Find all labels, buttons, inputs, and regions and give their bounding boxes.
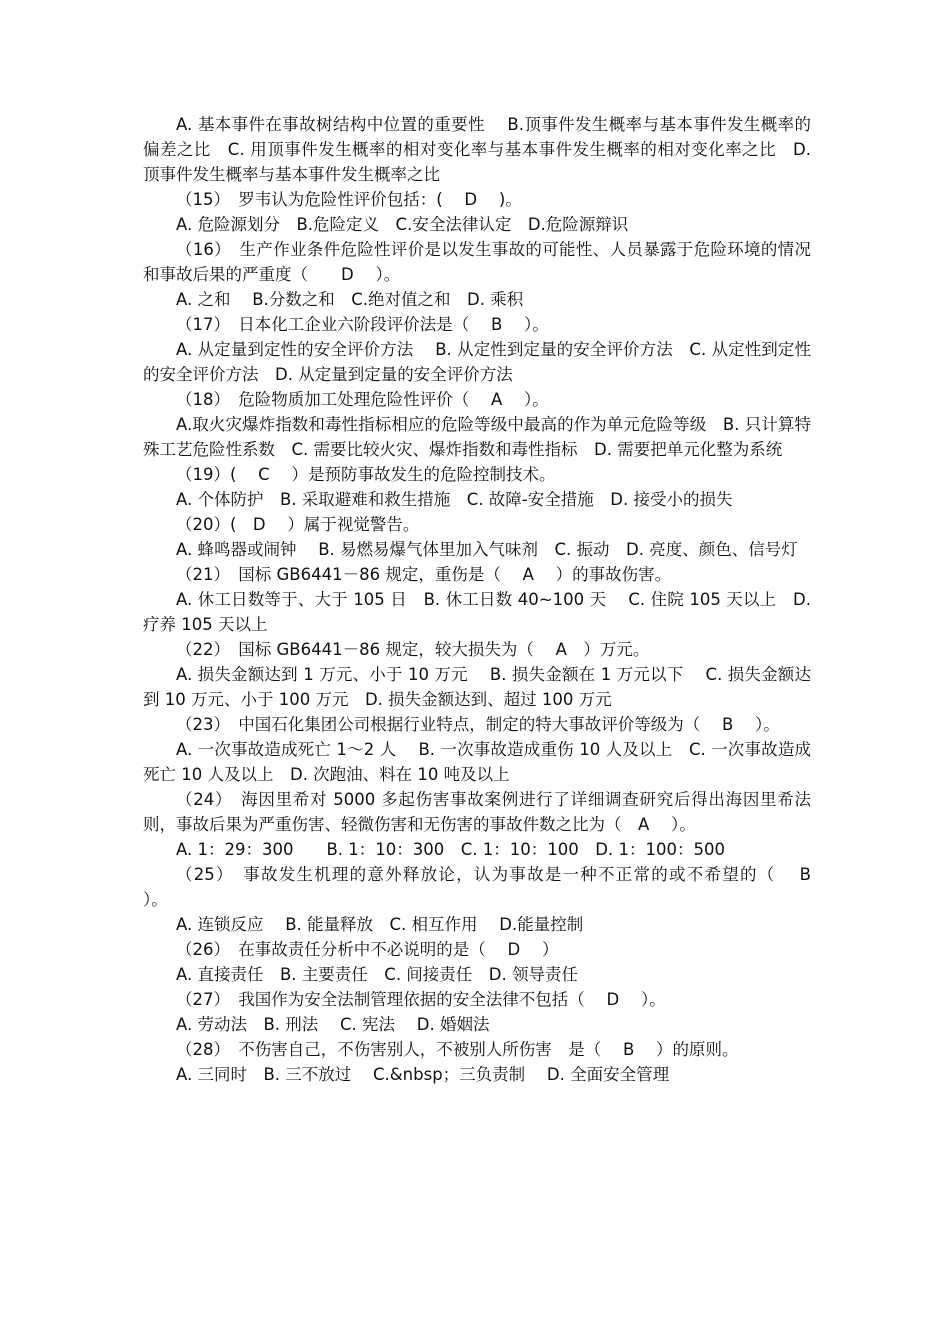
paragraph-question-16: （16） 生产作业条件危险性评价是以发生事故的可能性、人员暴露于危险环境的情况和事故后果的严重度（ D ）。 <box>143 240 811 284</box>
paragraph-options-14: A. 基本事件在事故树结构中位置的重要性 B.顶事件发生概率与基本事件发生概率的偏差之比 C. 用顶事件发生概率的相对变化率与基本事件发生概率的相对变化率之比 D. 顶事件发生概率与基本事件发生概率之比 <box>143 115 811 184</box>
paragraph-question-17: （17） 日本化工企业六阶段评价法是（ B ）。 <box>176 315 549 334</box>
paragraph-options-20: A. 蜂鸣器或闹钟 B. 易燃易爆气体里加入气味剂 C. 振动 D. 亮度、颜色、信号灯 <box>176 540 798 559</box>
paragraph-question-26: （26） 在事故责任分析中不必说明的是（ D ） <box>176 940 559 959</box>
paragraph-question-18: （18） 危险物质加工处理危险性评价（ A ）。 <box>176 390 549 409</box>
paragraph-options-22: A. 损失金额达到 1 万元、小于 10 万元 B. 损失金额在 1 万元以下 C. 损失金额达到 10 万元、小于 100 万元 D. 损失金额达到、超过 100 万元 <box>143 665 811 709</box>
paragraph-options-16: A. 之和 B.分数之和 C.绝对值之和 D. 乘积 <box>176 290 524 309</box>
paragraph-question-15: （15） 罗韦认为危险性评价包括：( D )。 <box>176 190 522 209</box>
paragraph-question-27: （27） 我国作为安全法制管理依据的安全法律不包括（ D ）。 <box>176 990 666 1009</box>
paragraph-options-23: A. 一次事故造成死亡 1～2 人 B. 一次事故造成重伤 10 人及以上 C. 一次事故造成死亡 10 人及以上 D. 次跑油、料在 10 吨及以上 <box>143 740 811 784</box>
paragraph-options-25: A. 连锁反应 B. 能量释放 C. 相互作用 D.能量控制 <box>176 915 584 934</box>
paragraph-options-17: A. 从定量到定性的安全评价方法 B. 从定性到定量的安全评价方法 C. 从定性到定性的安全评价方法 D. 从定量到定量的安全评价方法 <box>143 340 811 384</box>
paragraph-options-27: A. 劳动法 B. 刑法 C. 宪法 D. 婚姻法 <box>176 1015 490 1034</box>
paragraph-question-22: （22） 国标 GB6441－86 规定，较大损失为（ A ）万元。 <box>176 640 650 659</box>
paragraph-options-21: A. 休工日数等于、大于 105 日 B. 休工日数 40~100 天 C. 住院 105 天以上 D. 疗养 105 天以上 <box>143 590 811 634</box>
paragraph-options-19: A. 个体防护 B. 采取避难和救生措施 C. 故障-安全措施 D. 接受小的损失 <box>176 490 733 509</box>
paragraph-question-21: （21） 国标 GB6441－86 规定，重伤是（ A ）的事故伤害。 <box>176 565 672 584</box>
paragraph-options-26: A. 直接责任 B. 主要责任 C. 间接责任 D. 领导责任 <box>176 965 579 984</box>
paragraph-options-28: A. 三同时 B. 三不放过 C.&nbsp；三负责制 D. 全面安全管理 <box>176 1065 670 1084</box>
document-body <box>143 112 833 1087</box>
paragraph-question-28: （28） 不伤害自己，不伤害别人，不被别人所伤害 是（ B ）的原则。 <box>176 1040 739 1059</box>
paragraph-question-25: （25） 事故发生机理的意外释放论，认为事故是一种不正常的或不希望的（ B ）。 <box>143 865 833 909</box>
paragraph-options-18: A.取火灾爆炸指数和毒性指标相应的危险等级中最高的作为单元危险等级 B. 只计算特殊工艺危险性系数 C. 需要比较火灾、爆炸指数和毒性指标 D. 需要把单元化整为系统 <box>143 415 811 459</box>
paragraph-question-20: （20）( D ）属于视觉警告。 <box>176 515 420 534</box>
paragraph-question-19: （19）( C ）是预防事故发生的危险控制技术。 <box>176 465 556 484</box>
paragraph-question-23: （23） 中国石化集团公司根据行业特点，制定的特大事故评价等级为（ B ）。 <box>176 715 780 734</box>
paragraph-options-15: A. 危险源划分 B.危险定义 C.安全法律认定 D.危险源辩识 <box>176 215 629 234</box>
paragraph-question-24: （24） 海因里希对 5000 多起伤害事故案例进行了详细调查研究后得出海因里希法则，事故后果为严重伤害、轻微伤害和无伤害的事故件数之比为（ A ）。 <box>143 790 811 834</box>
paragraph-options-24: A. 1：29：300 B. 1：10：300 C. 1：10：100 D. 1：100：500 <box>176 840 725 859</box>
